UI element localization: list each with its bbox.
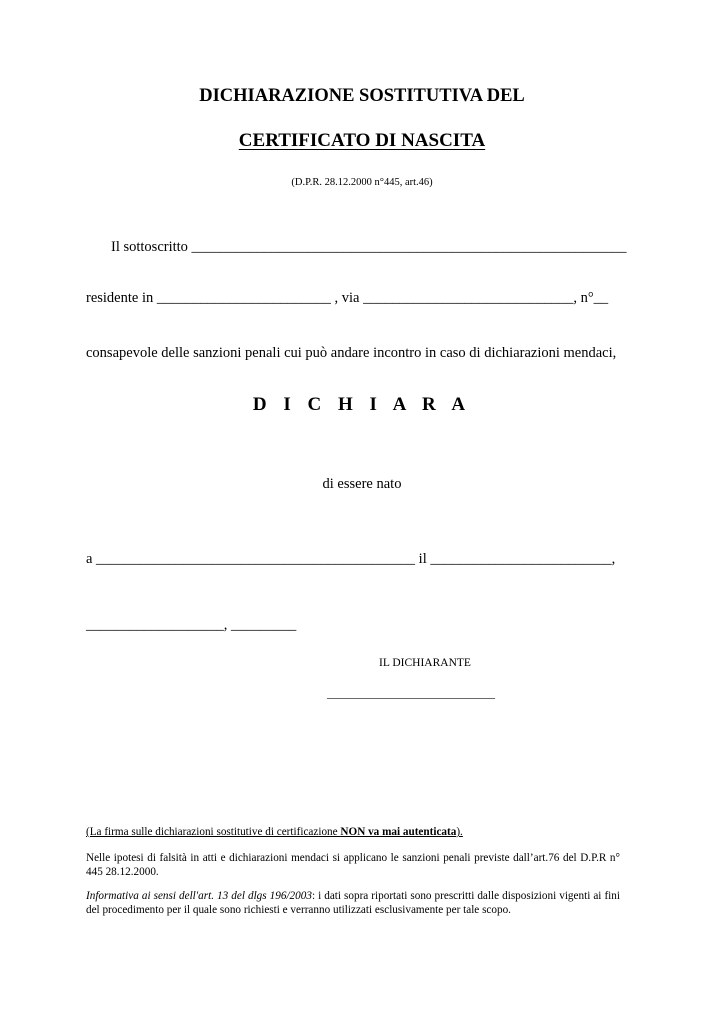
luogo-data-nascita-field: a ____________________________________________ il _________________________,	[86, 551, 616, 567]
luogo-data-firma-field: ___________________, _________	[86, 617, 297, 633]
essere-nato-text: di essere nato	[322, 476, 402, 492]
residenza-field: residente in ________________________ , via _____________________________, n°__	[86, 290, 609, 306]
firma-note	[86, 825, 620, 839]
firma-note-post: ).	[456, 826, 463, 838]
signature-line: ____________________________	[327, 686, 495, 700]
legal-reference: (D.P.R. 28.12.2000 n°445, art.46)	[291, 177, 433, 188]
dichiarante-label: IL DICHIARANTE	[379, 657, 471, 669]
sanzioni-note: Nelle ipotesi di falsità in atti e dichiarazioni mendaci si applicano le sanzioni penali previste dall’art.76 del D.P.R n° 445 28.12.2000.	[86, 852, 620, 878]
informativa-text: : i dati sopra riportati sono prescritti dalle disposizioni vigenti ai fini del procedimento per il quale sono richiesti e verranno utilizzati esclusivamente per tale scopo.	[86, 890, 620, 916]
consapevole-text: consapevole delle sanzioni penali cui può andare incontro in caso di dichiarazioni mendaci,	[86, 345, 617, 361]
informativa-title: Informativa ai sensi dell'art. 13 del dlgs 196/2003	[86, 890, 312, 902]
title-line-2: CERTIFICATO DI NASCITA	[238, 130, 486, 151]
firma-note-bold: NON va mai autenticata	[340, 826, 457, 838]
dichiara-heading: D I C H I A R A	[252, 394, 472, 415]
sottoscritto-field: Il sottoscritto ____________________________________________________________	[111, 239, 627, 255]
informativa-note	[86, 889, 620, 917]
firma-note-pre: (La firma sulle dichiarazioni sostitutive di certificazione	[86, 826, 341, 838]
title-line-1: DICHIARAZIONE SOSTITUTIVA DEL	[199, 86, 525, 106]
